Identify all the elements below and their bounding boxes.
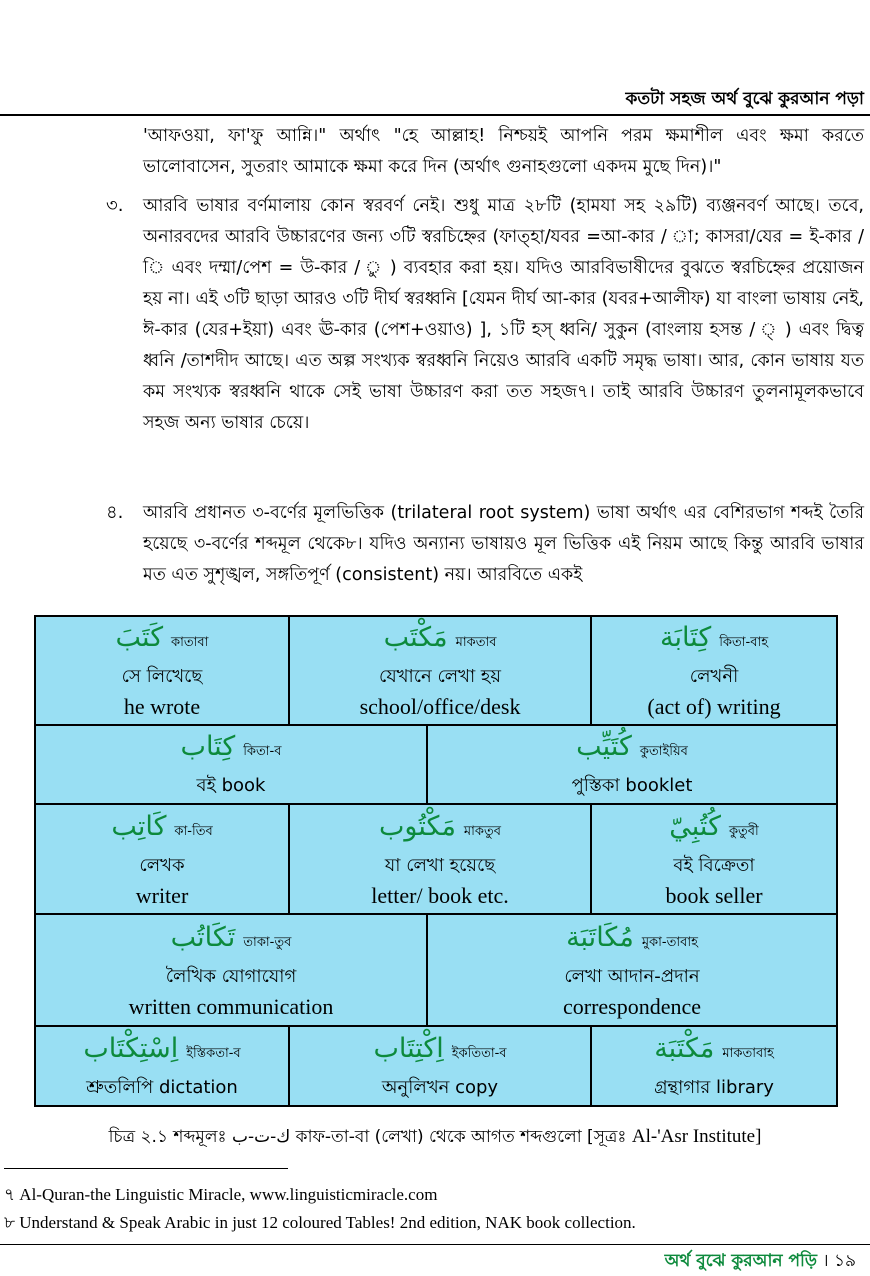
arabic-word: مَكْتَب <box>383 622 448 653</box>
word-cell <box>289 616 591 725</box>
word-cell <box>35 616 289 725</box>
word-cell <box>427 914 837 1026</box>
caption-label: চিত্র ২.১ শব্দমূলঃ ك-ت-ب কাফ-তা-বা (লেখা) থেকে আগত শব্দগুলো [সূত্রঃ <box>108 1127 632 1147</box>
transliteration: কিতা-বাহ <box>719 635 769 650</box>
transliteration: কা-তিব <box>174 823 213 839</box>
english-meaning: school/office/desk <box>359 694 521 719</box>
transliteration: মাকতুব <box>463 823 501 839</box>
arabic-word: اِسْتِكْتَاب <box>83 1032 179 1064</box>
english-meaning: (act of) writing <box>647 694 781 719</box>
arabic-word: تَكَاتُب <box>170 921 236 953</box>
arabic-word: كَتَبَ <box>115 622 164 653</box>
arabic-word: مَكْتُوب <box>379 810 456 842</box>
item-number-4: ৪. <box>106 502 124 523</box>
caption-source: Al-'Asr Institute] <box>631 1126 762 1147</box>
page-number: ১৯ <box>833 1251 856 1271</box>
english-meaning: he wrote <box>123 694 201 719</box>
bengali-meaning: যা লেখা হয়েছে <box>384 854 496 876</box>
page-footer <box>665 1248 856 1276</box>
word-cell <box>427 725 837 804</box>
item-4-paragraph: আরবি প্রধানত ৩-বর্ণের মূলভিত্তিক (trilateral root system) ভাষা অর্থাৎ এর বেশিরভাগ শব্দই তৈরি হয়েছে ৩-বর্ণের শব্দমূল থেকে৮। যদিও অন্যান্য ভাষায়ও মূল ভিত্তিক এই নিয়ম আছে কিন্তু আরবি ভাষার মত এত সুশৃঙ্খল, সঙ্গতিপূর্ণ (consistent) নয়। আরবিতে একই <box>143 503 864 585</box>
transliteration: ইকতিতা-ব <box>451 1045 507 1061</box>
arabic-word: كِتَابَة <box>659 622 712 653</box>
transliteration: মাকতাবাহ <box>722 1045 774 1061</box>
arabic-word: كَاتِب <box>111 810 167 842</box>
bengali-meaning: বই বিক্রেতা <box>673 854 755 876</box>
transliteration: কিতা-ব <box>243 744 282 759</box>
table-row <box>35 725 837 804</box>
english-meaning: correspondence <box>562 993 702 1019</box>
bengali-meaning: অনুলিখন copy <box>381 1076 499 1098</box>
figure-caption <box>0 1124 870 1152</box>
english-meaning: written communication <box>128 993 334 1019</box>
transliteration: মুকা-তাবাহ <box>641 934 698 950</box>
footer-separator: । <box>822 1251 829 1271</box>
word-cell <box>35 804 289 914</box>
word-cell <box>35 725 427 804</box>
table-row <box>35 1026 837 1106</box>
running-header: কতটা সহজ অর্থ বুঝে কুরআন পড়া <box>625 89 864 109</box>
footer-rule <box>0 1244 870 1245</box>
continuation-paragraph: 'আফওয়া, ফা'ফু আন্নি।" অর্থাৎ "হে আল্লাহ! নিশ্চয়ই আপনি পরম ক্ষমাশীল এবং ক্ষমা করতে ভালোবাসেন, সুতরাং আমাকে ক্ষমা করে দিন (অর্থাৎ গুনাহগুলো একদম মুছে দিন)।" <box>143 126 864 177</box>
header-rule <box>0 114 870 116</box>
word-cell <box>591 616 837 725</box>
footnote-7: ৭ Al-Quran-the Linguistic Miracle, www.linguisticmiracle.com <box>4 1185 438 1204</box>
bengali-meaning: শ্রুতলিপি dictation <box>86 1076 238 1098</box>
bengali-meaning: লেখনী <box>689 666 739 687</box>
footnote-8: ৮ Understand & Speak Arabic in just 12 coloured Tables! 2nd edition, NAK book collection. <box>4 1213 636 1232</box>
transliteration: কাতাবা <box>171 635 209 650</box>
footer-title: অর্থ বুঝে কুরআন পড়ি <box>664 1251 818 1271</box>
transliteration: ইস্তিকতা-ব <box>186 1045 241 1061</box>
english-meaning: book seller <box>665 882 763 908</box>
english-meaning: letter/ book etc. <box>371 882 509 908</box>
bengali-meaning: বই book <box>196 775 266 796</box>
arabic-word: كِتَاب <box>180 731 236 762</box>
transliteration: তাকা-তুব <box>243 934 292 950</box>
word-cell <box>35 1026 289 1106</box>
table-row <box>35 914 837 1026</box>
table-row <box>35 804 837 914</box>
word-cell <box>289 804 591 914</box>
transliteration: কুতাইয়িব <box>639 744 688 759</box>
arabic-word: مَكْتَبَة <box>654 1032 715 1064</box>
item-number-3: ৩. <box>106 195 124 216</box>
bengali-meaning: লেখা আদান-প্রদান <box>564 965 700 987</box>
derived-words-table <box>34 615 838 1107</box>
word-cell <box>591 1026 837 1106</box>
bengali-meaning: যেখানে লেখা হয় <box>379 666 501 687</box>
item-3-paragraph: আরবি ভাষার বর্ণমালায় কোন স্বরবর্ণ নেই। শুধু মাত্র ২৮টি (হামযা সহ ২৯টি) ব্যঞ্জনবর্ণ আছে। তবে, অনারবদের আরবি উচ্চারণের জন্য ৩টি স্বরচিহ্নের (ফাত্‌হা/যবর =আ-কার / া; কাসরা/যের = ই-কার / ি এবং দম্মা/পেশ = উ-কার / ু ) ব্যবহার করা হয়। যদিও আরবিভাষীদের বুঝতে স্বরচিহ্নের প্রয়োজন হয় না। এই ৩টি ছাড়া আরও ৩টি দীর্ঘ স্বরধ্বনি [যেমন দীর্ঘ আ-কার (যবর+আলীফ) যা বাংলা ভাষায় নেই, ঈ-কার (যের+ইয়া) এবং ঊ-কার (পেশ+ওয়াও) ], ১টি হস্ ধ্বনি/ সুকুন (বাংলায় হসন্ত / ্ ) এবং দ্বিত্ব ধ্বনি /তাশদীদ আছে। এত অল্প সংখ্যক স্বরধ্বনি নিয়েও আরবি একটি সমৃদ্ধ ভাষা। আর, কোন ভাষায় যত কম সংখ্যক স্বরধ্বনি থাকে সেই ভাষা উচ্চারণ করা তত সহজ৭। তাই আরবি উচ্চারণ তুলনামূলকভাবে সহজ অন্য ভাষার চেয়ে। <box>143 196 864 433</box>
transliteration: কুতুবী <box>728 823 759 839</box>
bengali-meaning: গ্রন্থাগার library <box>654 1076 774 1098</box>
bengali-meaning: সে লিখেছে <box>121 666 203 687</box>
footnote-rule <box>4 1168 288 1169</box>
table-row <box>35 616 837 725</box>
english-meaning: writer <box>135 882 189 908</box>
arabic-word: كُتَيِّب <box>576 731 632 762</box>
arabic-word: اِكْتِتَاب <box>373 1032 444 1064</box>
transliteration: মাকতাব <box>455 635 497 650</box>
arabic-word: كُتُبِيّ <box>669 810 721 842</box>
bengali-meaning: লেখক <box>139 854 185 876</box>
bengali-meaning: লৈখিক যোগাযোগ <box>165 965 297 987</box>
word-cell <box>591 804 837 914</box>
arabic-word: مُكَاتَبَة <box>566 921 634 953</box>
word-cell <box>35 914 427 1026</box>
word-cell <box>289 1026 591 1106</box>
bengali-meaning: পুস্তিকা booklet <box>571 775 693 796</box>
